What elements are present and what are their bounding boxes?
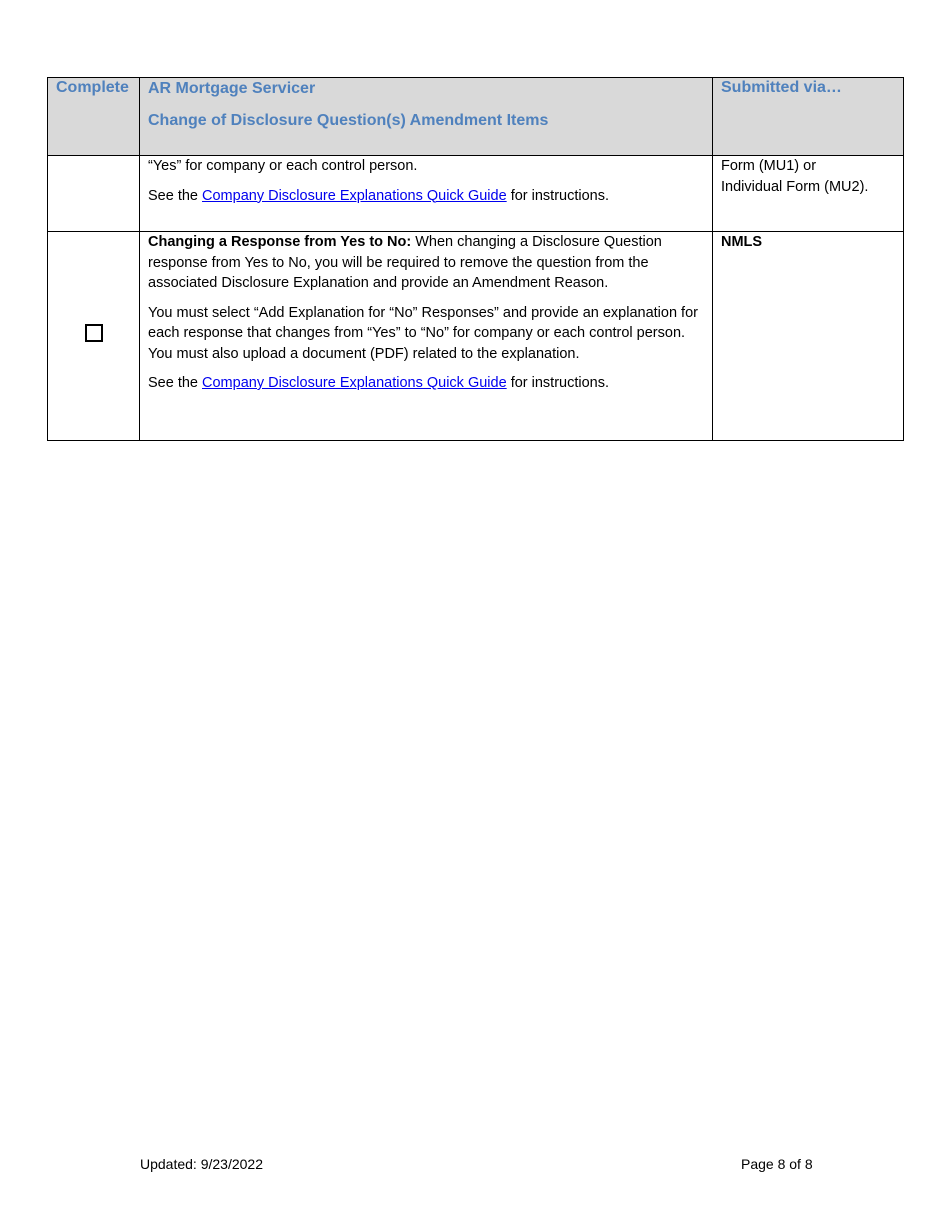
table-row [48, 156, 904, 232]
description-cell [140, 232, 713, 441]
submitted-via-cell [713, 232, 904, 441]
see-prefix: See the [148, 375, 203, 391]
row-paragraph: “Yes” for company or each control person. [148, 158, 418, 174]
quick-guide-link[interactable]: Company Disclosure Explanations Quick Guide [202, 375, 507, 391]
row-paragraph: You must select “Add Explanation for “No” Responses” and provide an explanation for each response that changes from “Yes” to “No” for company or each control person. You must also upload a document (PDF) related to the explanation. [148, 304, 698, 362]
quick-guide-link[interactable]: Company Disclosure Explanations Quick Guide [202, 187, 507, 204]
description-cell [140, 156, 713, 232]
header-title-line1: AR Mortgage Servicer [148, 80, 316, 97]
complete-cell [48, 232, 140, 441]
amendment-items-table [47, 77, 904, 441]
bold-lead: Changing a Response from Yes to No: [148, 234, 412, 250]
complete-checkbox[interactable] [85, 324, 103, 342]
submitted-line2: Individual Form (MU2). [721, 178, 869, 195]
row-paragraph [148, 232, 704, 294]
paragraph-rest: When changing a Disclosure Question response from Yes to No, you will be required to remove the question from the associated Disclosure Explanation and provide an Amendment Reason. [148, 234, 662, 291]
header-complete: Complete [48, 78, 140, 156]
footer-page-number: Page 8 of 8 [741, 1156, 813, 1172]
see-suffix: for instructions. [506, 375, 610, 391]
table-header-row [48, 78, 904, 156]
header-title [140, 78, 713, 156]
header-title-line2: Change of Disclosure Question(s) Amendment Items [148, 112, 549, 129]
see-guide-line [148, 186, 704, 207]
footer-updated-date: Updated: 9/23/2022 [140, 1156, 263, 1172]
submitted-nmls: NMLS [721, 234, 763, 250]
see-prefix: See the [148, 187, 203, 204]
see-suffix: for instructions. [506, 187, 610, 204]
header-submitted-via: Submitted via… [713, 78, 904, 156]
submitted-line1: Form (MU1) or [721, 158, 817, 174]
see-guide-line [148, 373, 704, 394]
submitted-via-cell [713, 156, 904, 232]
complete-cell-empty [48, 156, 140, 232]
table-row [48, 232, 904, 441]
